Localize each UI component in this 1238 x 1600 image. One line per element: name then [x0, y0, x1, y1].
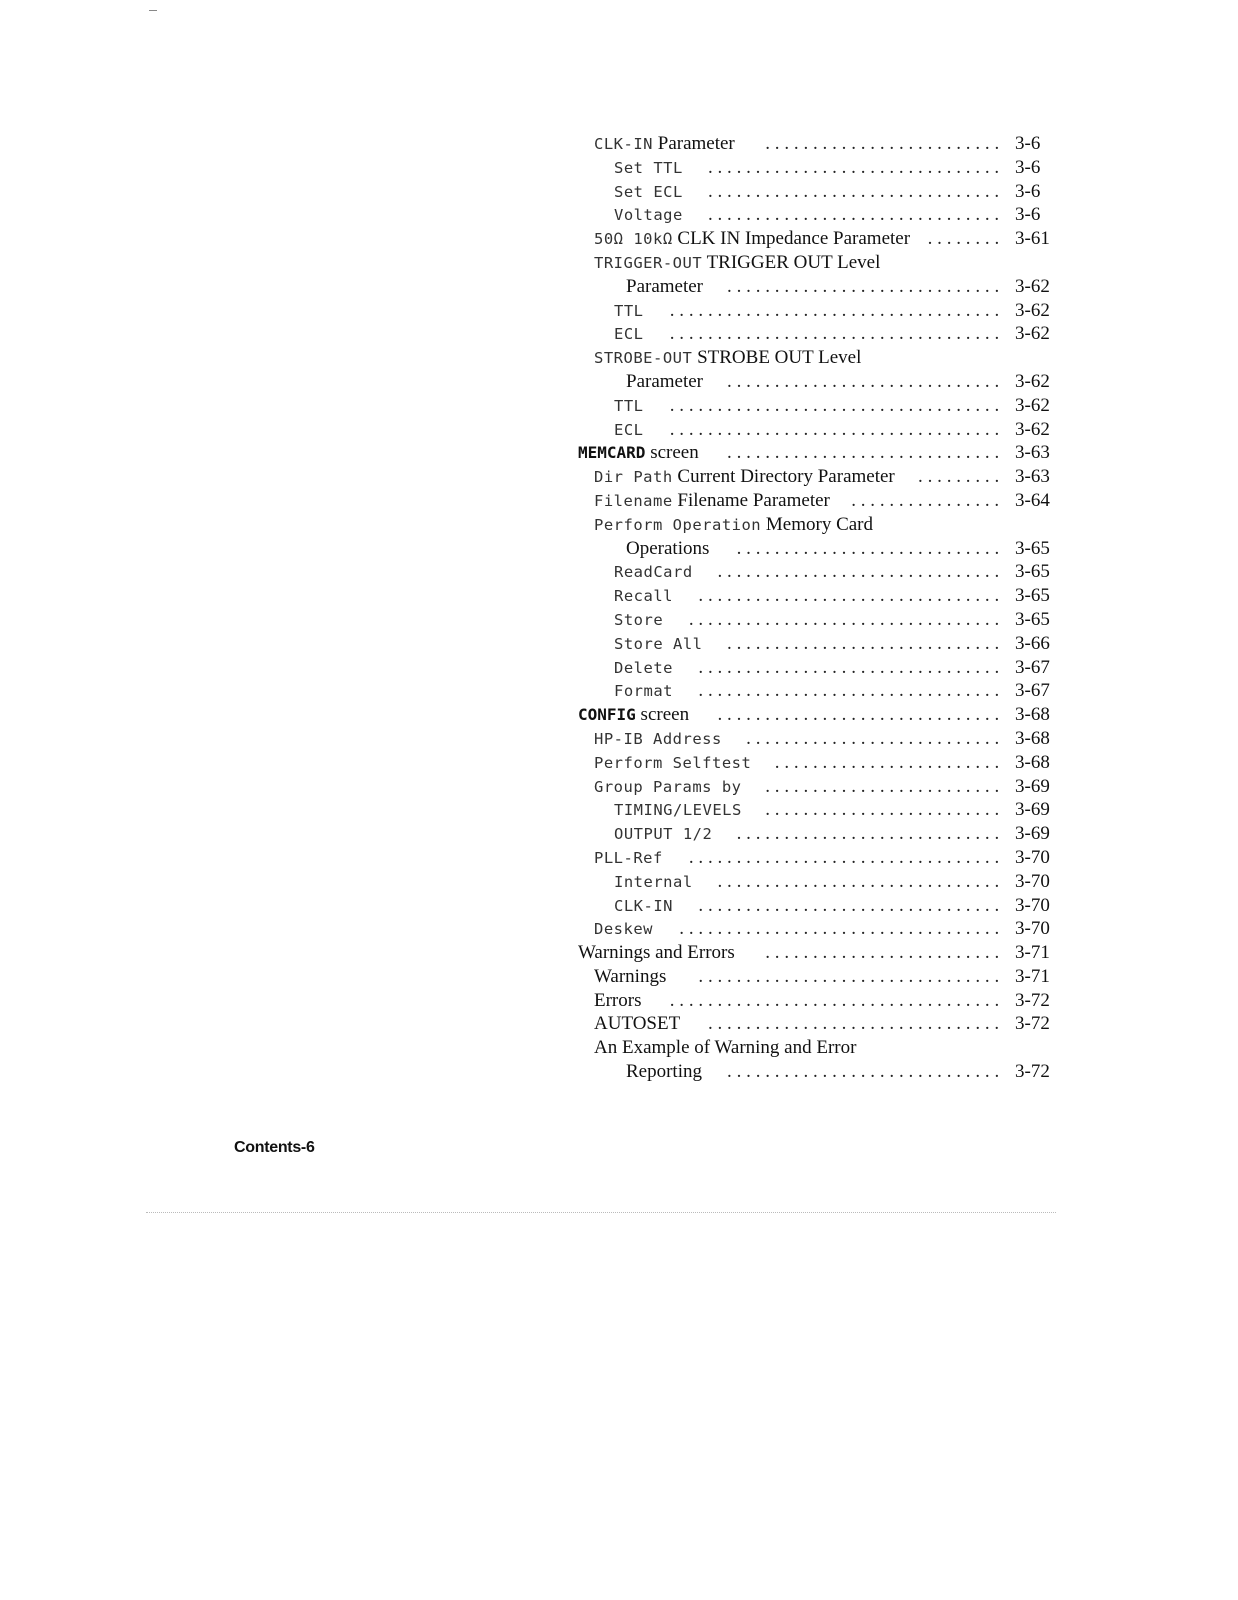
- toc-dot-leader: ...............................: [707, 180, 1004, 202]
- toc-dot-leader: ...............................: [707, 204, 1004, 226]
- toc-entry-title: [594, 727, 722, 752]
- toc-entry: [560, 370, 1080, 394]
- toc-entry-softkey: Recall: [614, 587, 673, 606]
- toc-entry-page: 3-68: [1015, 727, 1050, 749]
- toc-entry: [560, 1036, 1080, 1060]
- toc-entry-title: [614, 656, 673, 681]
- toc-entry-text: Parameter: [626, 275, 704, 297]
- toc-entry: [560, 156, 1080, 180]
- toc-entry-softkey: OUTPUT 1/2: [614, 825, 713, 844]
- toc-dot-leader: ................................: [698, 656, 1004, 678]
- toc-entry: [560, 751, 1080, 775]
- toc-entry-softkey: Delete: [614, 658, 673, 677]
- toc-entry-softkey: CLK-IN: [614, 896, 673, 915]
- toc-entry-page: 3-72: [1015, 989, 1050, 1011]
- toc-entry-softkey: 50Ω 10kΩ: [594, 230, 673, 249]
- toc-entry-page: 3-64: [1015, 489, 1050, 511]
- toc-entry-page: 3-69: [1015, 775, 1050, 797]
- toc-entry-title: [614, 156, 683, 181]
- toc-entry-title: [614, 584, 673, 609]
- toc-entry-softkey: Dir Path: [594, 468, 673, 487]
- toc-entry-title: [614, 608, 663, 633]
- toc-entry-page: 3-70: [1015, 870, 1050, 892]
- toc-dot-leader: .........................: [765, 133, 1004, 154]
- toc-entry-softkey: STROBE-OUT: [594, 349, 693, 368]
- toc-entry-softkey: ReadCard: [614, 563, 693, 582]
- toc-entry-text: Operations: [626, 537, 710, 559]
- toc-dot-leader: .............................: [727, 275, 1004, 297]
- toc-entry-softkey: Perform Selftest: [594, 753, 752, 772]
- toc-entry-text: screen: [640, 704, 690, 726]
- toc-entry-title: [614, 798, 742, 823]
- toc-entry-page: 3-62: [1015, 394, 1050, 416]
- toc-entry: [560, 1060, 1080, 1084]
- toc-entry-keyword: MEMCARD: [578, 443, 646, 463]
- toc-entry: [560, 465, 1080, 489]
- toc-entry: [560, 251, 1080, 275]
- toc-entry-text: Warnings and Errors: [578, 942, 735, 964]
- toc-entry: [560, 513, 1080, 537]
- toc-entry: [560, 775, 1080, 799]
- toc-entry-text: Current Directory Parameter: [677, 466, 895, 488]
- scan-artifact-line: [146, 1212, 1056, 1214]
- toc-entry: [560, 846, 1080, 870]
- toc-dot-leader: .........................: [765, 942, 1004, 964]
- toc-dot-leader: ........: [927, 228, 1004, 250]
- toc-entry: [560, 180, 1080, 204]
- toc-entry: [560, 798, 1080, 822]
- toc-entry: [560, 299, 1080, 323]
- toc-entry: [560, 703, 1080, 727]
- toc-entry-title: [614, 560, 693, 585]
- toc-entry-softkey: Store All: [614, 634, 703, 653]
- toc-entry-title: [594, 251, 880, 276]
- toc-entry-page: 3-67: [1015, 656, 1050, 678]
- toc-entry-softkey: ECL: [614, 325, 644, 344]
- toc-dot-leader: .............................: [727, 632, 1004, 654]
- toc-entry-text: Errors: [594, 989, 642, 1011]
- toc-entry-page: 3-70: [1015, 894, 1050, 916]
- toc-entry-softkey: Filename: [594, 491, 673, 510]
- toc-entry-softkey: Internal: [614, 872, 693, 891]
- toc-entry-title: [594, 346, 861, 371]
- toc-entry-text: Memory Card: [765, 513, 874, 535]
- toc-entry-page: 3-70: [1015, 918, 1050, 940]
- toc-entry-page: 3-62: [1015, 275, 1050, 297]
- toc-dot-leader: ...................................: [669, 394, 1004, 416]
- toc-entry-title: [626, 537, 709, 561]
- toc-entry: [560, 989, 1080, 1013]
- toc-entry-text: Parameter: [657, 133, 735, 154]
- toc-dot-leader: ...................................: [669, 299, 1004, 321]
- scan-mark: [149, 10, 157, 11]
- toc-dot-leader: .................................: [688, 608, 1004, 630]
- toc-entry: [560, 418, 1080, 442]
- toc-entry-text: AUTOSET: [594, 1013, 681, 1035]
- toc-entry-page: 3-66: [1015, 632, 1050, 654]
- toc-entry-title: [594, 1012, 680, 1036]
- toc-entry: [560, 822, 1080, 846]
- toc-entry-page: 3-68: [1015, 704, 1050, 726]
- toc-entry-title: [594, 132, 735, 157]
- toc-dot-leader: .............................: [727, 1061, 1004, 1083]
- toc-dot-leader: ...........................: [746, 727, 1004, 749]
- toc-entry-title: [594, 846, 663, 871]
- toc-entry-page: 3-65: [1015, 537, 1050, 559]
- toc-entry: [560, 941, 1080, 965]
- toc-entry-text: screen: [650, 442, 699, 464]
- toc-entry-softkey: Set TTL: [614, 158, 683, 177]
- toc-dot-leader: ................................: [698, 680, 1004, 702]
- toc-dot-leader: ................................: [698, 965, 1004, 987]
- toc-entry: [560, 632, 1080, 656]
- toc-entry-title: [614, 322, 644, 347]
- toc-entry-page: 3-61: [1015, 228, 1050, 250]
- toc-entry: [560, 275, 1080, 299]
- toc-entry: [560, 322, 1080, 346]
- toc-entry-title: [594, 1036, 856, 1060]
- toc-entry-title: [614, 822, 712, 847]
- toc-entry-title: [614, 180, 683, 205]
- toc-entry-text: Parameter: [626, 370, 704, 392]
- toc-entry-title: [614, 299, 644, 324]
- toc-entry-page: 3-62: [1015, 323, 1050, 345]
- toc-entry: [560, 1012, 1080, 1036]
- toc-dot-leader: .................................: [688, 846, 1004, 868]
- toc-entry-page: 3-72: [1015, 1013, 1050, 1035]
- toc-entry-page: 3-62: [1015, 299, 1050, 321]
- toc-entry-title: [614, 203, 683, 228]
- toc-entry-softkey: Perform Operation: [594, 515, 762, 534]
- toc-entry-softkey: TRIGGER-OUT: [594, 253, 703, 272]
- toc-entry-title: [594, 775, 741, 800]
- toc-entry-page: 3-63: [1015, 466, 1050, 488]
- toc-entry-softkey: Group Params by: [594, 777, 742, 796]
- toc-dot-leader: ................................: [698, 585, 1004, 607]
- toc-entry-text: An Example of Warning and Error: [594, 1037, 857, 1059]
- toc-entry-title: [594, 965, 666, 989]
- toc-dot-leader: ................................: [698, 894, 1004, 916]
- toc-entry-page: 3-69: [1015, 823, 1050, 845]
- toc-entry: [560, 584, 1080, 608]
- toc-entry-page: 3-62: [1015, 370, 1050, 392]
- toc-entry-page: 3-6: [1015, 180, 1041, 202]
- toc-entry: [560, 679, 1080, 703]
- toc-entry-title: [626, 1060, 702, 1084]
- toc-entry-page: 3-68: [1015, 751, 1050, 773]
- toc-entry: [560, 894, 1080, 918]
- toc-dot-leader: ...................................: [669, 989, 1004, 1011]
- toc-entry-page: 3-6: [1015, 156, 1041, 178]
- toc-entry-title: [578, 941, 735, 965]
- toc-entry-title: [578, 441, 699, 465]
- toc-entry-title: [614, 679, 673, 704]
- toc-entry-page: 3-69: [1015, 799, 1050, 821]
- toc-dot-leader: ..................................: [679, 918, 1004, 940]
- page-footer-label: Contents-6: [234, 1139, 315, 1156]
- toc-entry-softkey: CLK-IN: [594, 135, 653, 153]
- toc-entry-text: TRIGGER OUT Level: [706, 251, 881, 273]
- toc-entry-text: CLK IN Impedance Parameter: [677, 228, 911, 250]
- toc-entry-text: Warnings: [594, 965, 667, 987]
- toc-dot-leader: ..............................: [717, 870, 1004, 892]
- toc-entry-text: Reporting: [626, 1061, 702, 1083]
- toc-dot-leader: ..............................: [717, 561, 1004, 583]
- toc-entry-page: 3-71: [1015, 942, 1050, 964]
- toc-entry-title: [594, 751, 751, 776]
- toc-entry: [560, 227, 1080, 251]
- toc-entry-page: 3-6: [1015, 133, 1041, 154]
- toc-entry: [560, 489, 1080, 513]
- toc-entry-title: [594, 227, 910, 252]
- toc-entry-title: [594, 513, 873, 538]
- toc-entry-page: 3-6: [1015, 204, 1041, 226]
- toc-entry-softkey: Deskew: [594, 920, 653, 939]
- toc-entry-title: [594, 917, 653, 942]
- toc-entry-title: [614, 394, 644, 419]
- toc-entry-softkey: Voltage: [614, 206, 683, 225]
- toc-dot-leader: .........................: [765, 775, 1004, 797]
- toc-entry-softkey: TTL: [614, 301, 644, 320]
- toc-entry: [560, 441, 1080, 465]
- toc-dot-leader: .........: [918, 466, 1004, 488]
- toc-entry-softkey: Store: [614, 610, 664, 629]
- toc-entry: [560, 394, 1080, 418]
- toc-dot-leader: .............................: [727, 370, 1004, 392]
- toc-entry-softkey: TTL: [614, 396, 644, 415]
- toc-entry-text: Filename Parameter: [677, 489, 830, 511]
- toc-dot-leader: ........................: [774, 751, 1004, 773]
- toc-entry-page: 3-65: [1015, 608, 1050, 630]
- toc-dot-leader: ............................: [736, 537, 1004, 559]
- toc-entry: [560, 537, 1080, 561]
- toc-dot-leader: ...............................: [707, 1013, 1004, 1035]
- toc-entry-page: 3-63: [1015, 442, 1050, 464]
- toc-dot-leader: .............................: [727, 442, 1004, 464]
- toc-dot-leader: ............................: [736, 823, 1004, 845]
- toc-dot-leader: .........................: [765, 799, 1004, 821]
- toc-dot-leader: ................: [851, 489, 1004, 511]
- toc-entry-softkey: HP-IB Address: [594, 729, 722, 748]
- table-of-contents: [560, 132, 1080, 1084]
- toc-entry: [560, 132, 1080, 156]
- toc-entry-page: 3-65: [1015, 561, 1050, 583]
- toc-dot-leader: ..............................: [717, 704, 1004, 726]
- toc-entry-softkey: TIMING/LEVELS: [614, 801, 742, 820]
- toc-entry-title: [614, 870, 693, 895]
- toc-entry: [560, 608, 1080, 632]
- toc-entry-title: [594, 989, 641, 1013]
- toc-entry-page: 3-71: [1015, 965, 1050, 987]
- toc-entry-softkey: Set ECL: [614, 182, 683, 201]
- toc-entry-title: [614, 632, 703, 657]
- toc-entry-title: [614, 418, 644, 443]
- toc-entry-keyword: CONFIG: [578, 705, 636, 725]
- toc-dot-leader: ...............................: [707, 156, 1004, 178]
- toc-entry-page: 3-65: [1015, 585, 1050, 607]
- toc-entry-softkey: ECL: [614, 420, 644, 439]
- toc-dot-leader: ...................................: [669, 323, 1004, 345]
- toc-entry-page: 3-67: [1015, 680, 1050, 702]
- toc-entry-text: STROBE OUT Level: [697, 347, 862, 369]
- toc-entry-softkey: Format: [614, 682, 673, 701]
- toc-entry-title: [594, 465, 895, 490]
- toc-entry: [560, 656, 1080, 680]
- toc-entry-title: [626, 275, 703, 299]
- toc-entry-page: 3-70: [1015, 846, 1050, 868]
- toc-entry-title: [594, 489, 830, 514]
- toc-entry-page: 3-72: [1015, 1061, 1050, 1083]
- toc-entry: [560, 965, 1080, 989]
- toc-entry: [560, 870, 1080, 894]
- toc-entry: [560, 727, 1080, 751]
- toc-entry-title: [578, 703, 689, 727]
- toc-entry: [560, 346, 1080, 370]
- toc-entry: [560, 203, 1080, 227]
- toc-entry: [560, 560, 1080, 584]
- toc-entry-page: 3-62: [1015, 418, 1050, 440]
- toc-dot-leader: ...................................: [669, 418, 1004, 440]
- toc-entry-title: [614, 894, 673, 919]
- toc-entry-title: [626, 370, 703, 394]
- toc-entry: [560, 917, 1080, 941]
- toc-entry-softkey: PLL-Ref: [594, 848, 663, 867]
